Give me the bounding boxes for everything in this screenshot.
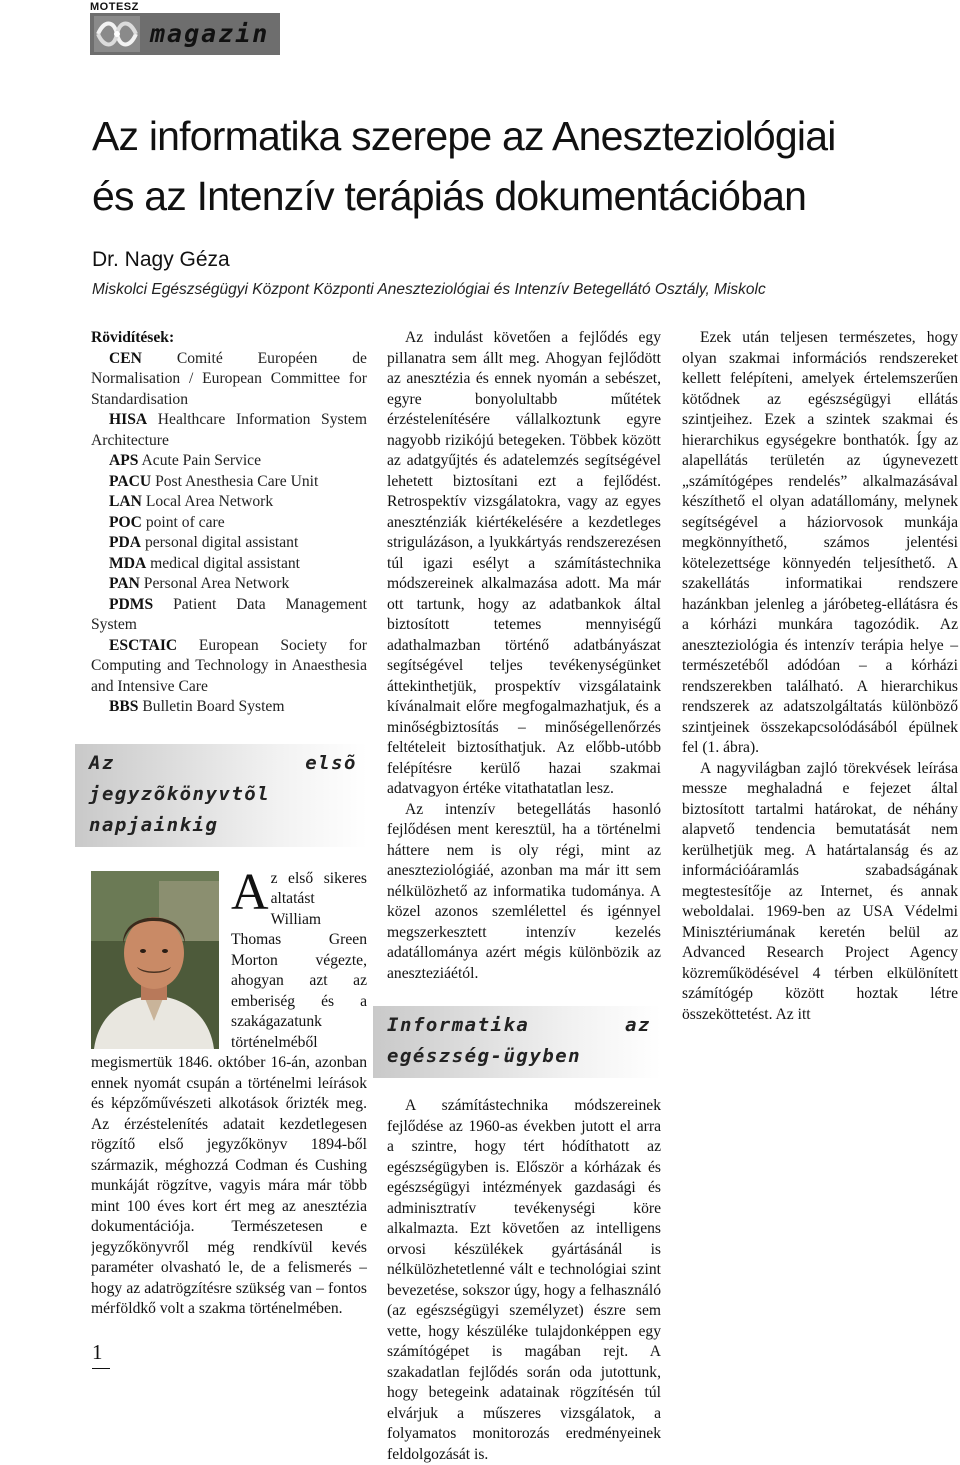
abbreviation-definition: Comité Européen de Normalisation / European Committee for Standardisation	[91, 349, 367, 408]
abbreviation-item	[91, 472, 367, 493]
abbreviation-code: BBS	[109, 698, 139, 715]
abbreviation-item	[91, 451, 367, 472]
abbreviation-definition: Patient Data Management System	[91, 595, 367, 633]
abbreviation-definition: European Society for Computing and Technology in Anaesthesia and Intensive Care	[91, 636, 367, 695]
abbreviation-definition: Healthcare Information System Architecture	[91, 411, 367, 449]
abbreviation-item	[91, 697, 367, 718]
abbreviation-code: PDA	[109, 534, 142, 551]
section1-paragraph-3: Az intenzív betegellátás hasonló fejlődésen ment keresztül, ha a történelmi háttere nem is oly régi, mint az aneszteziológiáé, azonban ma már itt sem nélkülözhető az informatika tudománya. A közel azonos szemlélettel és igénnyel megszerkesztett intenzív kezelés adatállománya azért mégis különbözik az aneszteziáétól.	[387, 800, 661, 982]
abbreviation-definition: Personal Area Network	[143, 575, 290, 592]
abbreviation-code: PDMS	[109, 595, 154, 613]
abbreviation-code: LAN	[109, 493, 142, 510]
abbreviation-code: HISA	[109, 411, 148, 428]
column-3	[682, 328, 958, 1025]
author-photo-block	[91, 869, 367, 1320]
abbreviation-item	[91, 574, 367, 595]
abbreviation-code: PAN	[109, 575, 140, 592]
abbreviation-definition: personal digital assistant	[144, 534, 299, 551]
abbreviation-definition: point of care	[145, 513, 225, 531]
abbreviation-item	[91, 533, 367, 554]
section2-paragraph-2: Ezek után teljesen természetes, hogy olyan szakmai információs rendszereket kellett felépíteni, amelyek értelemszerűen kötődnek az egészségügyi ellátás szintjeihez. Ezek a szintek szakmai és hierarchikus egységekre bonthatók. Így az alapellátás területén az úgynevezett „számítógépes rendelés” alkalmazásával készíthető el olyan adatállomány, melynek segítségével a háziorvosok munkája megkönnyíthető, számos jelentési kötelezettsége könnyedén teljesíthető. A szakellátás informatikai rendszere hazánkban jelenleg a járóbeteg-ellátásra és a kórházi munkára tagozódik. Az aneszteziológia és intenzív terápia helye – természetéből adódóan – a kórházi rendszerekben található. A hierarchikus rendszerek az adatszolgáltatás különböző szintjeinek összekapcsolódásából épülnek fel (1. ábra).	[682, 329, 958, 756]
abbreviation-item	[91, 554, 367, 575]
article-title-line2: és az Intenzív terápiás dokumentációban	[92, 173, 807, 219]
abbreviation-code: CEN	[109, 349, 142, 367]
abbreviation-item	[91, 636, 367, 698]
section-heading-informatics: Informatika az egészség-ügyben	[373, 1006, 661, 1078]
article-affiliation: Miskolci Egészségügyi Központ Központi Aneszteziológiai és Intenzív Betegellátó Osztály, Miskolc	[92, 281, 766, 298]
magazine-banner	[90, 13, 280, 55]
abbreviation-item	[91, 513, 367, 534]
abbreviation-code: MDA	[109, 554, 147, 572]
section-heading-history: Az elsõ jegyzõkönyvtõl napjainkig	[75, 744, 367, 847]
article-title-line1: Az informatika szerepe az Aneszteziológiai	[92, 113, 836, 159]
abbreviation-definition: Post Anesthesia Care Unit	[155, 472, 319, 490]
magazine-title: magazin	[150, 19, 270, 48]
abbreviation-code: POC	[109, 513, 142, 531]
section1-paragraph-1: z első sikeres altatást William Thomas Green Morton végezte, ahogyan azt az emberiség és a szakágazatunk történelméből megismertük 1846. október 16-án, azonban ennek nyomát csupán a történelmi leírások és képzőművészeti alkotások őrizték meg. Az érzéstelenítés adatait kezdetlegesen rögzítő első jegyzőkönyv 1894-ből származik, méghozzá Codman és Cushing munkáját rögzítve, vagyis mára már több mint 100 éves kort ért meg az anesztézia dokumentációja. Természetesen e jegyzőkönyvről még rendkívül kevés paraméter olvasható le, de a felismerés – hogy az adatrögzítésre szükség van – fontos mérföldkő volt a szakma történelmében.	[91, 869, 367, 1317]
abbreviations-heading: Rövidítések:	[91, 329, 175, 346]
author-photo	[91, 871, 219, 1049]
page-number-rule	[92, 1368, 110, 1369]
abbreviation-item	[91, 492, 367, 513]
abbreviation-code: ESCTAIC	[109, 636, 178, 654]
abbreviation-definition: Local Area Network	[145, 493, 274, 510]
abbreviation-definition: medical digital assistant	[150, 554, 300, 572]
article-title	[92, 106, 952, 226]
abbreviation-code: PACU	[109, 472, 152, 490]
abbreviation-item	[91, 410, 367, 451]
magazine-logo-icon	[94, 16, 140, 52]
column-2	[387, 328, 661, 1465]
abbreviation-item	[91, 349, 367, 411]
article-author: Dr. Nagy Géza	[92, 248, 230, 271]
abbreviation-definition: Bulletin Board System	[142, 698, 285, 715]
section2-paragraph-3: A nagyvilágban zajló törekvések leírása messze meghaladná e fejezet által biztosított tartalmi határokat, de néhány alapvető tendencia bemutatását nem kerülhetjük meg. A határtalanság és az információáramlás szabadságának megtestesítője az Internet, és annak weboldalai. 1969-ben az USA Védelmi Minisztériumának keretén belül az Advanced Research Project Agency közreműködésével 4 térben elkülönített számítógép között hoztak létre összeköttetést. Az itt	[682, 759, 958, 1023]
page-number: 1	[92, 1340, 103, 1364]
section2-paragraph-1: A számítástechnika módszereinek fejlődése az 1960-as években jutott el arra a szintre, hogy tért hódíthatott az egészségügyben is. Először a kórházak és egészségügyi intézmények gazdasági és adminisztratív tevékenységi köre alkalmazta. Ezt követően az intelligens orvosi készülékek gyártásánál is nélkülözhetetlenné vált e technológiai szint bevezetése, sokszor úgy, hogy a felhasználó (az egészségügyi személyzet) észre sem vette, hogy készüléke tulajdonképpen egy számítógépet is magában rejt. A szakadatlan fejlődés során oda jutottunk, hogy betegeink adatainak rögzítésén túl elvárjuk a műszeres vizsgálatok, a folyamatos monitorozás eredményeinek feldolgozását is.	[387, 1097, 661, 1463]
dropcap-letter: A	[231, 868, 269, 921]
abbreviation-definition: Acute Pain Service	[141, 452, 262, 469]
section1-paragraph-2: Az indulást követően a fejlődés egy pillanatra sem állt meg. Ahogyan fejlődött az anesztézia és ennek nyomán a sebészet, egyre bonyolultabb műtétek érzéstelenítésére vállalkoztunk egyre nagyobb rizikójú betegeken. Többek között az adatgyűjtés és adatelemzés segítségével lehetett biztosítani ezt a fejlődést. Retrospektív vizsgálatokra, vagy az egyes aneszténziák kiértékelésére a kezdetleges strigulázáson, a lyukkártyás rendszerezésen túl igazi esélyt a számítástechnika módszereinek alkalmazása adott. Ma már ott tartunk, hogy az adatbankok által biztosított tetemes mennyiségű adathalmazban történő adatbányászat segítségével teljes tevékenységünket áttekinthetjük, prospektív vizsgálataink kívánalmait előre megfogalmazhatjuk, és a minőségbiztosítás – minőségellenőrzés feltételeit biztosíthatjuk. Az előbb-utóbb felépítésre kerülő hazai szakmai adatvagyon értéke vitathatatlan lesz.	[387, 329, 661, 797]
abbreviation-code: APS	[109, 452, 139, 469]
column-1	[91, 328, 367, 1320]
publisher-label: MOTESZ	[90, 1, 139, 13]
abbreviation-item	[91, 595, 367, 636]
